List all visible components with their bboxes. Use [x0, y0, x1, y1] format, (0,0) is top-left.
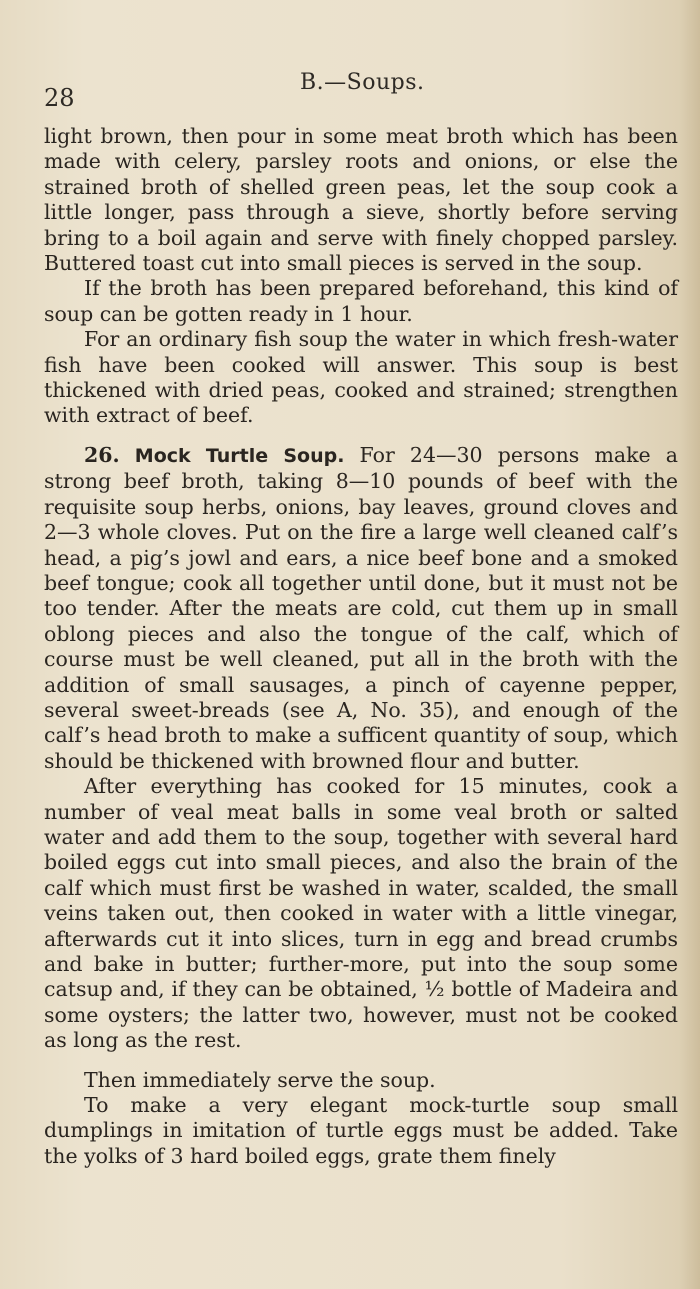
recipe-number: 26. [84, 442, 120, 467]
recipe-paragraph [44, 443, 678, 774]
page-body [44, 124, 678, 1169]
recipe-title: Mock Turtle Soup. [134, 444, 345, 467]
paragraph: Then immediately serve the soup. [84, 1067, 436, 1092]
recipe-text: For 24—30 persons make a strong beef broth, taking 8—10 pounds of beef with the requisite soup herbs, onions, bay leaves, ground cloves and 2—3 whole cloves. Put on the fire a large well cleaned calf’s head, a pig’s jowl and ears, a nice beef bone and a smoked beef tongue; cook all together until done, but it must not be too tender. After the meats are cold, cut them up in small oblong pieces and also the tongue of the calf, which of course must be well cleaned, put all in the broth with the addition of small sausages, a pinch of cayenne pepper, several sweet-breads (see A, No. 35), and enough of the calf’s head broth to make a sufficent quantity of soup, which should be thickened with browned flour and butter. [44, 442, 678, 773]
page-number: 28 [44, 84, 75, 112]
paragraph: For an ordinary fish soup the water in which fresh-water fish have been cooked will answer. This soup is best thickened with dried peas, cooked and strained; strengthen with extract of beef. [44, 327, 678, 428]
paragraph: After everything has cooked for 15 minutes, cook a number of veal meat balls in some veal broth or salted water and add them to the soup, together with several hard boiled eggs cut into small pieces, and also the brain of the calf which must first be washed in water, scalded, the small veins taken out, then cooked in water with a little vinegar, afterwards cut it into slices, turn in egg and bread crumbs and bake in butter; further-more, put into the soup some catsup and, if they can be obtained, ½ bottle of Madeira and some oysters; the latter two, however, must not be cooked as long as the rest. [44, 774, 678, 1053]
running-head: B.—Soups. [300, 70, 425, 95]
paragraph: light brown, then pour in some meat broth which has been made with celery, parsley roots and onions, or else the strained broth of shelled green peas, let the soup cook a little longer, pass through a sieve, shortly before serving bring to a boil again and serve with finely chopped parsley. Buttered toast cut into small pieces is served in the soup. [44, 124, 678, 276]
paragraph: If the broth has been prepared beforehand, this kind of soup can be gotten ready in 1 hour. [44, 276, 678, 326]
paragraph: To make a very elegant mock-turtle soup small dumplings in imitation of turtle eggs must be added. Take the yolks of 3 hard boiled eggs, grate them finely [44, 1093, 678, 1168]
